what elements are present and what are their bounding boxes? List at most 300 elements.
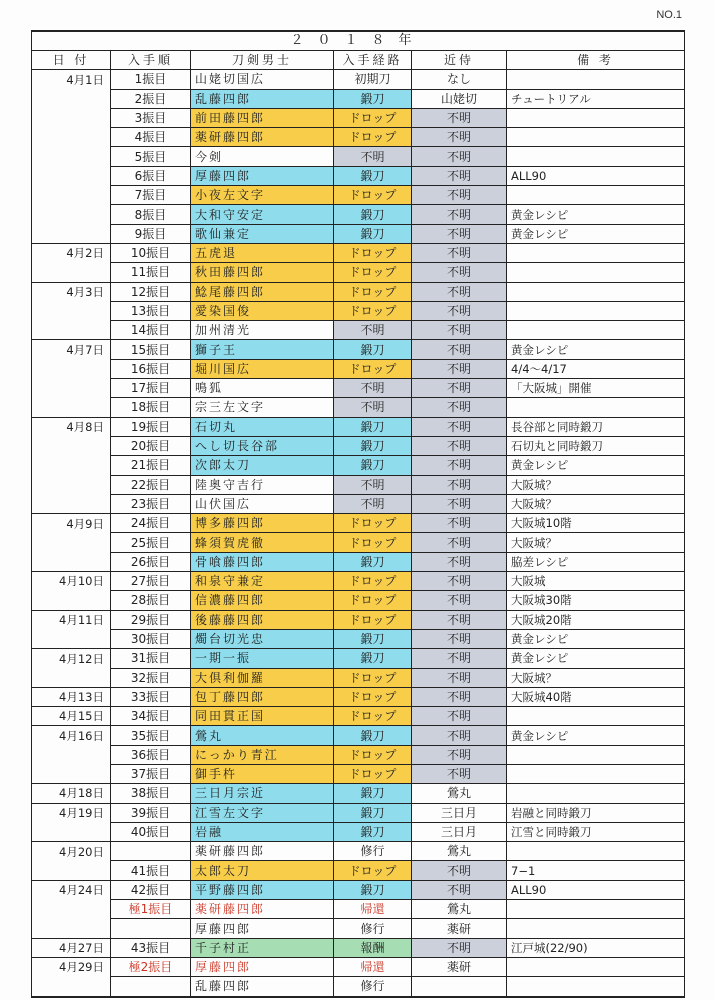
notes-cell xyxy=(507,282,685,301)
order-cell: 7振目 xyxy=(111,186,191,205)
order-cell: 21振目 xyxy=(111,456,191,475)
date-cell: 4月9日 xyxy=(32,514,111,533)
date-cell: 4月24日 xyxy=(32,880,111,899)
attendant-cell: 不明 xyxy=(412,417,507,436)
sword-name-cell: 山姥切国広 xyxy=(191,70,334,89)
notes-cell xyxy=(507,186,685,205)
table-row xyxy=(32,938,685,957)
notes-cell xyxy=(507,745,685,764)
header-date: 日 付 xyxy=(32,51,111,70)
date-cell: 4月18日 xyxy=(32,784,111,803)
table-row xyxy=(32,301,685,320)
route-cell: 帰還 xyxy=(334,900,412,919)
table-title: ２０１８年 xyxy=(32,31,685,51)
sword-name-cell: 秋田藤四郎 xyxy=(191,263,334,282)
sword-name-cell: にっかり青江 xyxy=(191,745,334,764)
date-cell xyxy=(32,475,111,494)
sword-name-cell: 愛染国俊 xyxy=(191,301,334,320)
sword-name-cell: 大和守安定 xyxy=(191,205,334,224)
notes-cell: 大阪城20階 xyxy=(507,610,685,629)
sword-name-cell: 燭台切光忠 xyxy=(191,629,334,648)
sword-name-cell: 骨喰藤四郎 xyxy=(191,552,334,571)
route-cell: 鍛刀 xyxy=(334,880,412,899)
date-cell xyxy=(32,263,111,282)
date-cell: 4月29日 xyxy=(32,957,111,976)
order-cell: 25振目 xyxy=(111,533,191,552)
order-cell: 1振目 xyxy=(111,70,191,89)
table-row xyxy=(32,572,685,591)
notes-cell: 黄金レシピ xyxy=(507,726,685,745)
table-row xyxy=(32,668,685,687)
sword-name-cell: 薬研藤四郎 xyxy=(191,128,334,147)
notes-cell: 石切丸と同時鍛刀 xyxy=(507,436,685,455)
order-cell xyxy=(111,919,191,938)
date-cell: 4月16日 xyxy=(32,726,111,745)
route-cell: 鍛刀 xyxy=(334,726,412,745)
attendant-cell: 不明 xyxy=(412,649,507,668)
attendant-cell xyxy=(412,977,507,997)
route-cell: 修行 xyxy=(334,919,412,938)
sword-name-cell: 五虎退 xyxy=(191,243,334,262)
attendant-cell: 三日月 xyxy=(412,803,507,822)
attendant-cell: 不明 xyxy=(412,610,507,629)
attendant-cell: 不明 xyxy=(412,591,507,610)
route-cell: 報酬 xyxy=(334,938,412,957)
sword-name-cell: 歌仙兼定 xyxy=(191,224,334,243)
order-cell: 5振目 xyxy=(111,147,191,166)
order-cell: 42振目 xyxy=(111,880,191,899)
order-cell: 3振目 xyxy=(111,108,191,127)
table-row xyxy=(32,321,685,340)
route-cell: ドロップ xyxy=(334,668,412,687)
date-cell xyxy=(32,321,111,340)
route-cell: 鍛刀 xyxy=(334,340,412,359)
notes-cell: 大阪城？ xyxy=(507,533,685,552)
route-cell: 鍛刀 xyxy=(334,166,412,185)
date-cell xyxy=(32,552,111,571)
order-cell: 11振目 xyxy=(111,263,191,282)
route-cell: ドロップ xyxy=(334,128,412,147)
table-row xyxy=(32,166,685,185)
order-cell xyxy=(111,842,191,861)
order-cell: 32振目 xyxy=(111,668,191,687)
sword-name-cell: 一期一振 xyxy=(191,649,334,668)
route-cell: ドロップ xyxy=(334,610,412,629)
header-notes: 備 考 xyxy=(507,51,685,70)
notes-cell xyxy=(507,842,685,861)
date-cell xyxy=(32,745,111,764)
route-cell: ドロップ xyxy=(334,514,412,533)
table-row xyxy=(32,243,685,262)
table-row xyxy=(32,822,685,841)
date-cell: 4月15日 xyxy=(32,707,111,726)
notes-cell: 黄金レシピ xyxy=(507,629,685,648)
date-cell xyxy=(32,186,111,205)
attendant-cell: 不明 xyxy=(412,764,507,783)
attendant-cell: 不明 xyxy=(412,707,507,726)
route-cell: ドロップ xyxy=(334,282,412,301)
sword-name-cell: へし切長谷部 xyxy=(191,436,334,455)
date-cell: 4月27日 xyxy=(32,938,111,957)
date-cell: 4月2日 xyxy=(32,243,111,262)
route-cell: ドロップ xyxy=(334,359,412,378)
attendant-cell: 不明 xyxy=(412,938,507,957)
attendant-cell: 不明 xyxy=(412,745,507,764)
table-row xyxy=(32,456,685,475)
date-cell xyxy=(32,861,111,880)
order-cell: 極1振目 xyxy=(111,900,191,919)
notes-cell xyxy=(507,147,685,166)
notes-cell: 大阪城？ xyxy=(507,668,685,687)
order-cell: 6振目 xyxy=(111,166,191,185)
route-cell: 不明 xyxy=(334,494,412,513)
attendant-cell: 不明 xyxy=(412,186,507,205)
sword-name-cell: 陸奥守吉行 xyxy=(191,475,334,494)
table-row xyxy=(32,147,685,166)
sword-name-cell: 平野藤四郎 xyxy=(191,880,334,899)
table-row xyxy=(32,514,685,533)
order-cell: 12振目 xyxy=(111,282,191,301)
route-cell: 不明 xyxy=(334,321,412,340)
attendant-cell: 鶯丸 xyxy=(412,842,507,861)
sword-name-cell: 厚藤四郎 xyxy=(191,957,334,976)
attendant-cell: 不明 xyxy=(412,668,507,687)
attendant-cell: 不明 xyxy=(412,301,507,320)
table-row xyxy=(32,475,685,494)
sword-name-cell: 同田貫正国 xyxy=(191,707,334,726)
sword-name-cell: 薬研藤四郎 xyxy=(191,842,334,861)
date-cell xyxy=(32,436,111,455)
route-cell: ドロップ xyxy=(334,591,412,610)
sword-name-cell: 小夜左文字 xyxy=(191,186,334,205)
notes-cell: 黄金レシピ xyxy=(507,205,685,224)
notes-cell: 江戸城(22/90) xyxy=(507,938,685,957)
order-cell: 19振目 xyxy=(111,417,191,436)
date-cell xyxy=(32,533,111,552)
date-cell xyxy=(32,668,111,687)
sword-name-cell: 江雪左文字 xyxy=(191,803,334,822)
attendant-cell: 不明 xyxy=(412,205,507,224)
order-cell: 29振目 xyxy=(111,610,191,629)
order-cell: 36振目 xyxy=(111,745,191,764)
notes-cell: 大阪城 xyxy=(507,572,685,591)
notes-cell xyxy=(507,243,685,262)
table-row xyxy=(32,610,685,629)
sword-name-cell: 乱藤四郎 xyxy=(191,977,334,997)
table-row xyxy=(32,919,685,938)
notes-cell: 大阪城10階 xyxy=(507,514,685,533)
sword-name-cell: 石切丸 xyxy=(191,417,334,436)
date-cell xyxy=(32,89,111,108)
notes-cell: 「大阪城」開催 xyxy=(507,379,685,398)
notes-cell: 7−1 xyxy=(507,861,685,880)
date-cell xyxy=(32,224,111,243)
sword-name-cell: 大倶利伽羅 xyxy=(191,668,334,687)
order-cell: 30振目 xyxy=(111,629,191,648)
route-cell: ドロップ xyxy=(334,745,412,764)
date-cell xyxy=(32,147,111,166)
title-row xyxy=(32,31,685,51)
date-cell xyxy=(32,398,111,417)
sword-name-cell: 御手杵 xyxy=(191,764,334,783)
attendant-cell: 不明 xyxy=(412,282,507,301)
sword-name-cell: 太郎太刀 xyxy=(191,861,334,880)
date-cell xyxy=(32,764,111,783)
notes-cell xyxy=(507,957,685,976)
attendant-cell: 不明 xyxy=(412,398,507,417)
date-cell: 4月13日 xyxy=(32,687,111,706)
sword-name-cell: 乱藤四郎 xyxy=(191,89,334,108)
route-cell: ドロップ xyxy=(334,707,412,726)
order-cell: 28振目 xyxy=(111,591,191,610)
table-row xyxy=(32,340,685,359)
header-sword: 刀剣男士 xyxy=(191,51,334,70)
sword-name-cell: 山伏国広 xyxy=(191,494,334,513)
sword-name-cell: 鳴狐 xyxy=(191,379,334,398)
route-cell: 鍛刀 xyxy=(334,89,412,108)
notes-cell: 黄金レシピ xyxy=(507,456,685,475)
route-cell: ドロップ xyxy=(334,861,412,880)
order-cell: 33振目 xyxy=(111,687,191,706)
notes-cell: 大阪城40階 xyxy=(507,687,685,706)
date-cell xyxy=(32,591,111,610)
sword-name-cell: 三日月宗近 xyxy=(191,784,334,803)
notes-cell xyxy=(507,764,685,783)
attendant-cell: 不明 xyxy=(412,880,507,899)
order-cell: 37振目 xyxy=(111,764,191,783)
attendant-cell: 不明 xyxy=(412,321,507,340)
sword-name-cell: 博多藤四郎 xyxy=(191,514,334,533)
attendant-cell: 不明 xyxy=(412,128,507,147)
date-cell xyxy=(32,456,111,475)
order-cell: 10振目 xyxy=(111,243,191,262)
header-route: 入手経路 xyxy=(334,51,412,70)
order-cell: 15振目 xyxy=(111,340,191,359)
notes-cell xyxy=(507,108,685,127)
table-row xyxy=(32,726,685,745)
notes-cell: 大阪城30階 xyxy=(507,591,685,610)
sword-name-cell: 獅子王 xyxy=(191,340,334,359)
header-attendant: 近侍 xyxy=(412,51,507,70)
date-cell: 4月12日 xyxy=(32,649,111,668)
order-cell: 40振目 xyxy=(111,822,191,841)
table-row xyxy=(32,108,685,127)
table-row xyxy=(32,186,685,205)
table-row xyxy=(32,359,685,378)
route-cell: 鍛刀 xyxy=(334,649,412,668)
attendant-cell: 不明 xyxy=(412,456,507,475)
attendant-cell: 不明 xyxy=(412,436,507,455)
date-cell: 4月7日 xyxy=(32,340,111,359)
route-cell: 初期刀 xyxy=(334,70,412,89)
route-cell: 修行 xyxy=(334,977,412,997)
table-row xyxy=(32,398,685,417)
date-cell xyxy=(32,494,111,513)
table-row xyxy=(32,552,685,571)
order-cell: 34振目 xyxy=(111,707,191,726)
order-cell: 9振目 xyxy=(111,224,191,243)
order-cell: 26振目 xyxy=(111,552,191,571)
table-row xyxy=(32,880,685,899)
attendant-cell: 不明 xyxy=(412,475,507,494)
notes-cell xyxy=(507,977,685,997)
notes-cell xyxy=(507,301,685,320)
notes-cell xyxy=(507,321,685,340)
route-cell: 不明 xyxy=(334,147,412,166)
route-cell: ドロップ xyxy=(334,572,412,591)
order-cell: 27振目 xyxy=(111,572,191,591)
order-cell: 13振目 xyxy=(111,301,191,320)
route-cell: 鍛刀 xyxy=(334,417,412,436)
notes-cell xyxy=(507,128,685,147)
date-cell xyxy=(32,128,111,147)
sword-name-cell: 加州清光 xyxy=(191,321,334,340)
route-cell: ドロップ xyxy=(334,687,412,706)
page-number: NO.1 xyxy=(656,9,682,21)
date-cell: 4月8日 xyxy=(32,417,111,436)
attendant-cell: 不明 xyxy=(412,263,507,282)
date-cell: 4月3日 xyxy=(32,282,111,301)
order-cell: 23振目 xyxy=(111,494,191,513)
notes-cell xyxy=(507,398,685,417)
route-cell: 帰還 xyxy=(334,957,412,976)
table-row xyxy=(32,687,685,706)
order-cell: 20振目 xyxy=(111,436,191,455)
order-cell: 14振目 xyxy=(111,321,191,340)
route-cell: 鍛刀 xyxy=(334,822,412,841)
route-cell: ドロップ xyxy=(334,263,412,282)
sword-name-cell: 蜂須賀虎徹 xyxy=(191,533,334,552)
attendant-cell: 薬研 xyxy=(412,919,507,938)
table-row xyxy=(32,764,685,783)
route-cell: ドロップ xyxy=(334,186,412,205)
attendant-cell: 不明 xyxy=(412,687,507,706)
table-row xyxy=(32,436,685,455)
order-cell: 22振目 xyxy=(111,475,191,494)
order-cell: 16振目 xyxy=(111,359,191,378)
table-row xyxy=(32,900,685,919)
date-cell xyxy=(32,822,111,841)
route-cell: 鍛刀 xyxy=(334,224,412,243)
date-cell xyxy=(32,379,111,398)
order-cell: 35振目 xyxy=(111,726,191,745)
table-row xyxy=(32,533,685,552)
route-cell: 修行 xyxy=(334,842,412,861)
table-row xyxy=(32,263,685,282)
attendant-cell: 不明 xyxy=(412,379,507,398)
notes-cell: 大阪城？ xyxy=(507,494,685,513)
date-cell xyxy=(32,166,111,185)
notes-cell: 長谷部と同時鍛刀 xyxy=(507,417,685,436)
attendant-cell: 不明 xyxy=(412,147,507,166)
table-row xyxy=(32,494,685,513)
route-cell: 鍛刀 xyxy=(334,803,412,822)
order-cell: 31振目 xyxy=(111,649,191,668)
order-cell: 4振目 xyxy=(111,128,191,147)
attendant-cell: 不明 xyxy=(412,108,507,127)
table-row xyxy=(32,379,685,398)
notes-cell: 黄金レシピ xyxy=(507,649,685,668)
route-cell: 鍛刀 xyxy=(334,436,412,455)
sword-name-cell: 薬研藤四郎 xyxy=(191,900,334,919)
date-cell: 4月20日 xyxy=(32,842,111,861)
acquisition-log-table xyxy=(31,30,685,998)
route-cell: ドロップ xyxy=(334,243,412,262)
attendant-cell: 三日月 xyxy=(412,822,507,841)
order-cell: 41振目 xyxy=(111,861,191,880)
date-cell: 4月10日 xyxy=(32,572,111,591)
table-row xyxy=(32,803,685,822)
attendant-cell: 不明 xyxy=(412,359,507,378)
sword-name-cell: 後藤藤四郎 xyxy=(191,610,334,629)
date-cell xyxy=(32,205,111,224)
attendant-cell: 不明 xyxy=(412,514,507,533)
route-cell: 鍛刀 xyxy=(334,456,412,475)
date-cell xyxy=(32,977,111,997)
sword-name-cell: 包丁藤四郎 xyxy=(191,687,334,706)
attendant-cell: 不明 xyxy=(412,861,507,880)
sword-name-cell: 前田藤四郎 xyxy=(191,108,334,127)
header-order: 入手順 xyxy=(111,51,191,70)
notes-cell xyxy=(507,784,685,803)
notes-cell: 江雪と同時鍛刀 xyxy=(507,822,685,841)
attendant-cell: 山姥切 xyxy=(412,89,507,108)
date-cell: 4月11日 xyxy=(32,610,111,629)
notes-cell: 4/4～4/17 xyxy=(507,359,685,378)
table-row xyxy=(32,861,685,880)
sword-name-cell: 千子村正 xyxy=(191,938,334,957)
attendant-cell: 薬研 xyxy=(412,957,507,976)
table-row xyxy=(32,707,685,726)
table-row xyxy=(32,842,685,861)
notes-cell xyxy=(507,263,685,282)
order-cell: 38振目 xyxy=(111,784,191,803)
table-row xyxy=(32,957,685,976)
table-row xyxy=(32,89,685,108)
attendant-cell: 不明 xyxy=(412,726,507,745)
order-cell xyxy=(111,977,191,997)
table-row xyxy=(32,784,685,803)
notes-cell xyxy=(507,707,685,726)
route-cell: ドロップ xyxy=(334,533,412,552)
attendant-cell: 不明 xyxy=(412,340,507,359)
notes-cell: 黄金レシピ xyxy=(507,340,685,359)
route-cell: 不明 xyxy=(334,379,412,398)
route-cell: 鍛刀 xyxy=(334,205,412,224)
table-row xyxy=(32,128,685,147)
date-cell xyxy=(32,900,111,919)
header-row xyxy=(32,51,685,70)
sword-name-cell: 厚藤四郎 xyxy=(191,166,334,185)
attendant-cell: 不明 xyxy=(412,572,507,591)
notes-cell: ALL90 xyxy=(507,880,685,899)
attendant-cell: なし xyxy=(412,70,507,89)
attendant-cell: 不明 xyxy=(412,629,507,648)
route-cell: 不明 xyxy=(334,398,412,417)
table-row xyxy=(32,629,685,648)
order-cell: 24振目 xyxy=(111,514,191,533)
attendant-cell: 不明 xyxy=(412,243,507,262)
date-cell xyxy=(32,108,111,127)
attendant-cell: 不明 xyxy=(412,533,507,552)
attendant-cell: 不明 xyxy=(412,494,507,513)
sword-name-cell: 次郎太刀 xyxy=(191,456,334,475)
route-cell: ドロップ xyxy=(334,108,412,127)
date-cell xyxy=(32,301,111,320)
table-row xyxy=(32,591,685,610)
table-row xyxy=(32,649,685,668)
attendant-cell: 鶯丸 xyxy=(412,900,507,919)
